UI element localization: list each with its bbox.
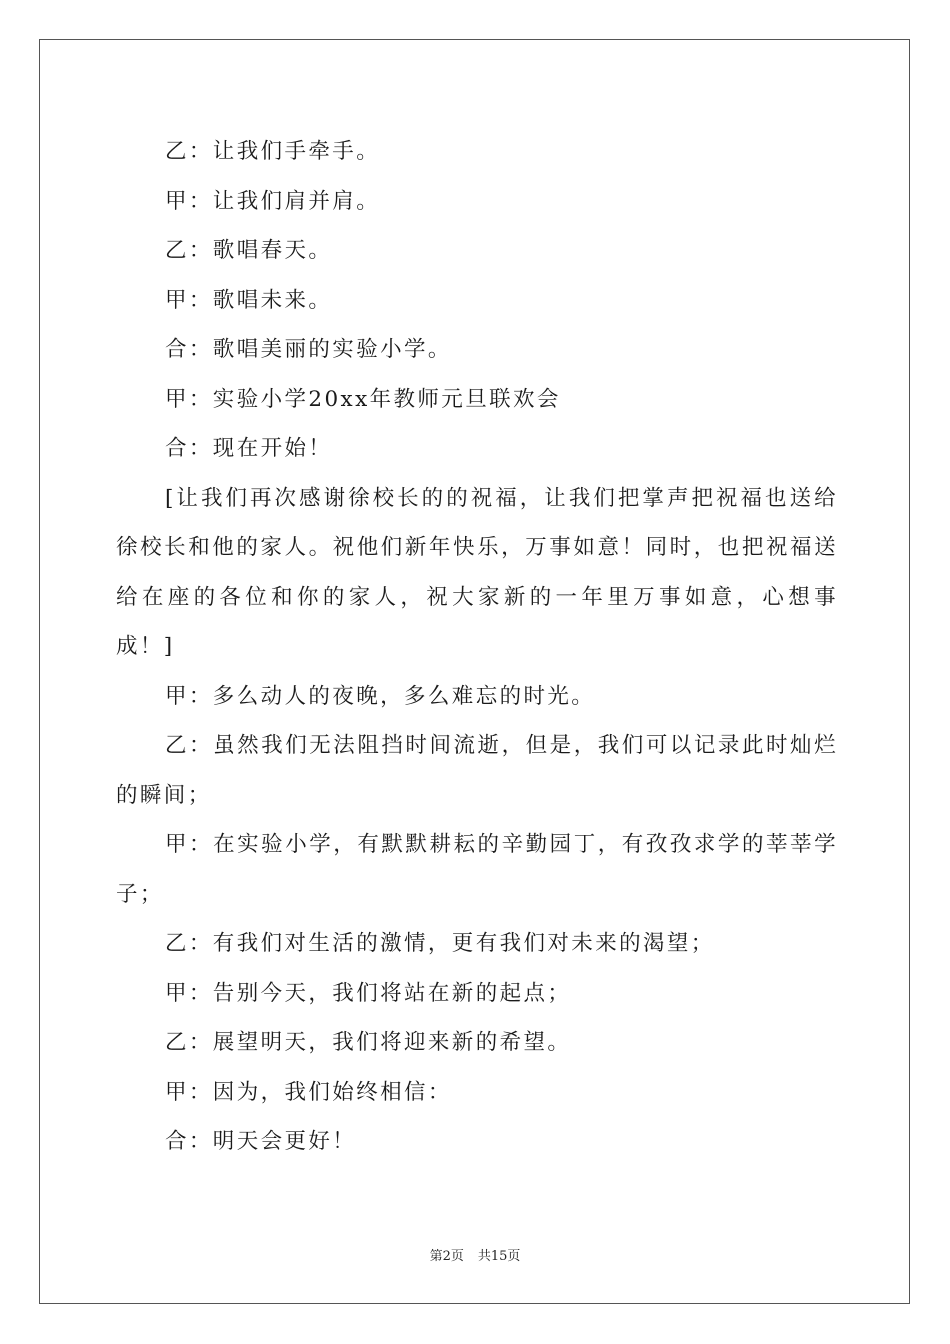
paragraph: [让我们再次感谢徐校长的的祝福，让我们把掌声把祝福也送给徐校长和他的家人。祝他们新年快乐，万事如意！同时，也把祝福送给在座的各位和你的家人，祝大家新的一年里万事如意，心想事成！] (116, 485, 838, 659)
page-number: 第2页 (429, 1249, 464, 1264)
paragraph: 甲：让我们肩并肩。 (165, 188, 381, 214)
paragraph: 乙：展望明天，我们将迎来新的希望。 (165, 1030, 572, 1055)
page-total: 共15页 (477, 1249, 521, 1264)
paragraph: 乙：歌唱春天。 (165, 238, 333, 263)
paragraph: 合：明天会更好！ (165, 1129, 357, 1154)
paragraph: 甲：实验小学20xx年教师元旦联欢会 (165, 386, 561, 412)
document-body (116, 127, 838, 1167)
paragraph: 甲：歌唱未来。 (165, 287, 333, 313)
paragraph: 甲：因为，我们始终相信： (165, 1079, 452, 1105)
paragraph: 甲：告别今天，我们将站在新的起点； (165, 980, 572, 1006)
paragraph: 甲：多么动人的夜晚，多么难忘的时光。 (165, 683, 596, 709)
paragraph: 乙：虽然我们无法阻挡时间流逝，但是，我们可以记录此时灿烂的瞬间； (116, 733, 838, 808)
paragraph: 合：歌唱美丽的实验小学。 (165, 337, 452, 362)
paragraph: 甲：在实验小学，有默默耕耘的辛勤园丁，有孜孜求学的莘莘学子； (116, 832, 838, 907)
paragraph: 乙：有我们对生活的激情，更有我们对未来的渴望； (165, 931, 715, 956)
paragraph: 乙：让我们手牵手。 (165, 139, 381, 164)
page-footer (0, 1245, 950, 1264)
paragraph: 合：现在开始！ (165, 436, 333, 461)
